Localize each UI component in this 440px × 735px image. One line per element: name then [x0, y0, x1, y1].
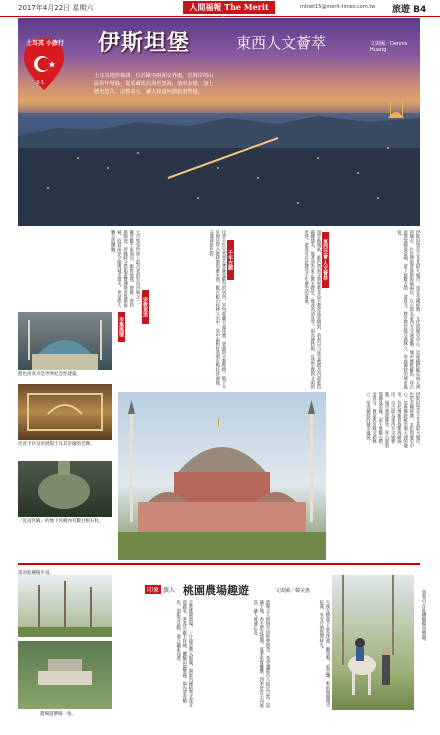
article-intro: 土耳其地形複雜，位於歐亞兩洲交界處，近海岸的山區常年翠綠；從馬爾馬拉海至黑海，地形多變，加上歷史悠久、宗教多元，讓人知道何謂旅遊聖地。: [94, 73, 214, 95]
article-column-5: 伊斯坦堡是土耳其最大城市，也是全國經濟、文化與歷史中心。這座橫跨歐亞兩大洲的城市，位於博斯普魯斯海峽兩岸，自古即為東西方交通要衝。城市歷經羅馬、拜占庭與鄂圖曼帝國，留下無數古蹟，清真寺、教堂與宮殿交錯林立，形成獨特的城市風貌。: [365, 392, 420, 448]
caption-farm-playground: 農場遊樂場一角。: [40, 712, 76, 717]
subhead-4: 市集風情: [118, 312, 125, 342]
subhead-2: 千年古蹟: [227, 240, 234, 280]
section-label: 旅遊 B4: [392, 5, 427, 15]
palace-interior-illustration: [18, 384, 112, 440]
farm-playground-photo: [18, 641, 112, 709]
tree-walkway-illustration: [18, 575, 112, 637]
subhead-3: 宗教更迭: [142, 290, 149, 324]
article-title: 伊斯坦堡: [98, 30, 191, 56]
caption-topkapi: 托普卡匹皇宮展現土耳其帝國的光輝。: [18, 442, 95, 447]
topkapi-palace-photo: [18, 384, 112, 440]
caption-blue-mosque: 藍色清真寺是世界紀念性建築。: [18, 372, 81, 377]
article-column-2: 漫步舊城區，藍色清真寺與聖索菲亞大教堂遙遙相對，前者以六座宣禮塔及內部藍色磁磚聞名，後者原為東正教大教堂，後改為清真寺，現為博物館，見證宗教與文明的更迭。遊客可在此感受千年歷史的厚重。: [303, 230, 321, 390]
bottom-article-byline: 文與圖／韓美惠: [275, 588, 311, 594]
cistern-photo: [18, 461, 112, 517]
playground-illustration: [18, 641, 112, 709]
article-column-3: 托普卡匹皇宮曾是鄂圖曼蘇丹的居所，宮內收藏大量珍寶、瓷器與宗教聖物。地下水宮則是拜占庭時期的蓄水池，數百根石柱林立水中，其中兩根柱基刻有梅杜莎頭像，充滿神祕色彩。: [208, 230, 226, 390]
bottom-column-3: 午後在樹蔭下品茶休憩，聽鳥鳴、看雲飄，暫時拋開城市喧囂，享受片刻悠閒時光。: [318, 600, 330, 708]
caption-horse-riding: 遊客可在此體驗騎馬樂趣。: [421, 590, 426, 644]
hero-photo-istanbul: [18, 18, 420, 226]
newspaper-logo: 人間福報 The Merit: [183, 1, 275, 14]
city-skyline-illustration: [18, 18, 420, 226]
subhead-1: 東西交會 人文薈萃: [322, 232, 329, 288]
section-divider: [18, 563, 420, 565]
issue-date: 2017年4月22日 星期六: [18, 4, 94, 12]
mosque-illustration: [18, 312, 112, 370]
column-tag-suffix: 旅人: [163, 587, 176, 594]
bottom-column-2: 農場主人熱情介紹經營理念，希望讓都市人接近自然、認識土地。春天繁花盛開，夏季果實纍纍，四季皆有不同風景，讓人流連忘返。: [252, 600, 270, 708]
caption-cistern: 「沉浸宮殿」的地下宮殿內有數百根石柱。: [18, 519, 104, 524]
farm-trees-photo: [18, 575, 112, 637]
series-label: 土耳其 小旅行: [25, 40, 65, 47]
bottom-column-1: 走進桃園農場，一片綠意映入眼簾，園區內種植各式花卉與蔬果，遊客可親手採摘，體驗田園樂趣。園內還有騎馬、划船等活動，適合闔家同遊。: [175, 600, 193, 708]
series-number: 3-1: [36, 80, 45, 86]
horse-rider-illustration: [332, 575, 414, 710]
article-column-4: 大市集是世界上最古老的室內市場之一，擁有數千家商店，販售地毯、燈飾、香料與陶瓷。傍晚時分搭船遊覽博斯普魯斯海峽，欣賞兩岸夕陽與城市燈火，更是旅人難忘的體驗。: [110, 230, 140, 308]
caption-farm-trees: 落羽松種植步道。: [18, 571, 54, 576]
article-subtitle: 東西人文薈萃: [236, 34, 327, 52]
page-header: [0, 0, 440, 17]
hagia-sophia-photo: [118, 392, 326, 560]
column-tag: 印象: [147, 587, 160, 594]
article-byline: 文與圖／Dennis Huang: [370, 41, 408, 53]
article-column-1: 伊斯坦堡是土耳其最大城市，也是全國經濟、文化與歷史中心。這座橫跨歐亞兩大洲的城市，位於博斯普魯斯海峽兩岸，自古即為東西方交通要衝。城市歷經羅馬、拜占庭與鄂圖曼帝國，留下無數古蹟，清真寺、教堂與宮殿交錯林立，形成獨特的城市風貌。: [396, 230, 420, 390]
contact-email: mtnet15@merit-times.com.tw: [300, 4, 376, 10]
hagia-sophia-illustration: [118, 392, 326, 560]
medusa-column-illustration: [18, 461, 112, 517]
blue-mosque-photo: [18, 312, 112, 370]
bottom-article-title: 桃園農場趣遊: [183, 584, 249, 597]
map-pin-badge: [22, 36, 66, 92]
horse-riding-photo: [332, 575, 414, 710]
